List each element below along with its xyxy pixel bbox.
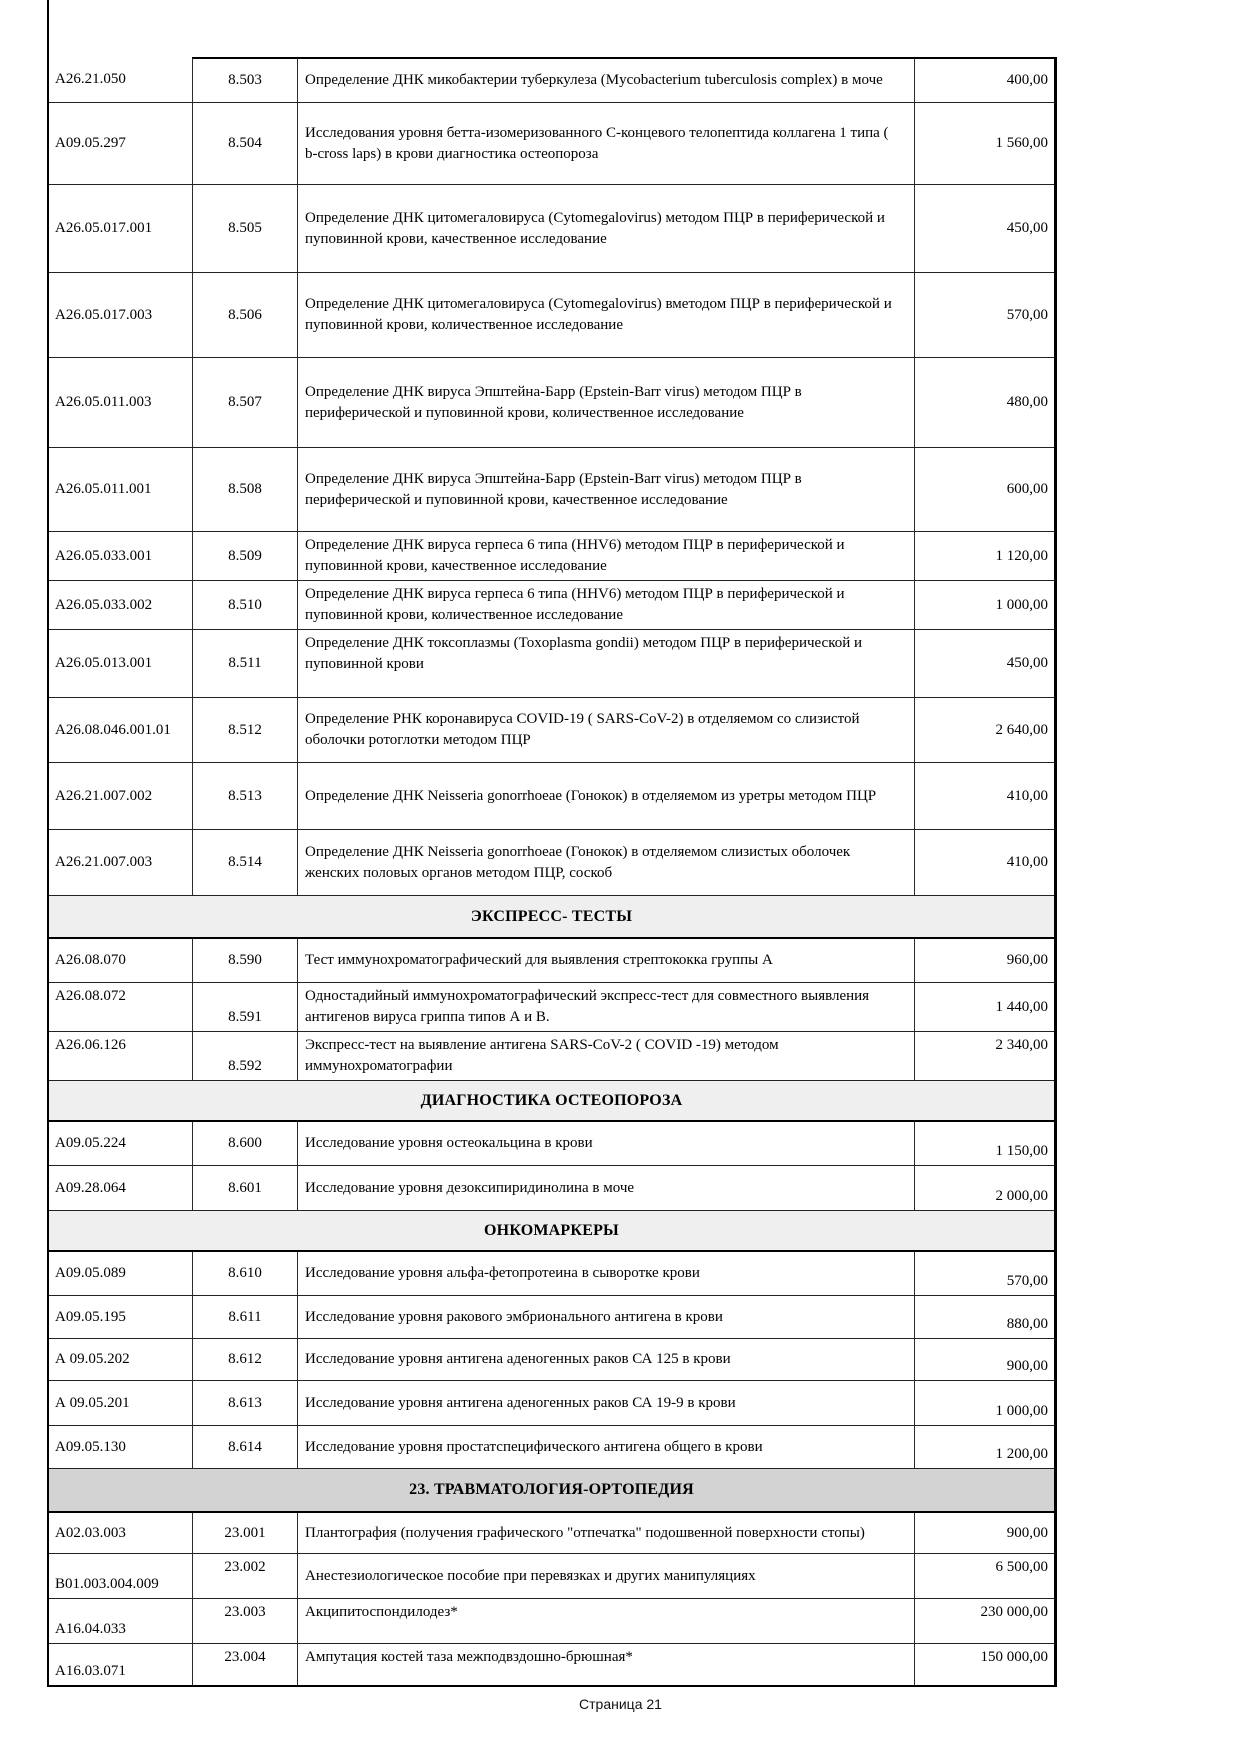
service-code-cell — [49, 1252, 192, 1295]
price-cell — [914, 57, 1054, 102]
price-value: 880,00 — [1006, 1316, 1048, 1332]
service-description: Исследование уровня остеокальцина в крови — [305, 1135, 593, 1151]
table-row — [49, 937, 1054, 982]
price-cell — [914, 358, 1054, 447]
price-cell — [914, 983, 1054, 1031]
service-description: Исследование уровня альфа-фетопротеина в сыворотке крови — [305, 1265, 700, 1281]
service-code-cell — [49, 830, 192, 895]
item-number-cell — [192, 358, 297, 447]
price-cell — [914, 763, 1054, 829]
service-code-cell — [49, 1381, 192, 1425]
service-description-cell — [297, 1513, 914, 1553]
service-code: А16.04.033 — [55, 1621, 126, 1637]
service-description-cell — [297, 763, 914, 829]
item-number: 8.614 — [228, 1438, 262, 1455]
item-number: 8.590 — [228, 952, 262, 968]
price-cell — [914, 1599, 1054, 1643]
service-description-cell — [297, 103, 914, 184]
price-value: 900,00 — [1006, 1358, 1048, 1374]
item-number: 23.003 — [224, 1604, 266, 1620]
price-cell — [914, 1554, 1054, 1598]
service-code: А09.05.089 — [55, 1265, 126, 1281]
price-cell — [914, 581, 1054, 629]
price-value: 1 000,00 — [995, 596, 1048, 613]
table-row — [49, 1380, 1054, 1425]
price-value: 410,00 — [1006, 787, 1048, 804]
service-description: Определение ДНК вируса Эпштейна-Барр (Epstein-Barr virus) методом ПЦР в периферической и пуповинной крови, качественное исследование — [305, 470, 802, 508]
price-cell — [914, 1166, 1054, 1210]
service-description-cell — [297, 185, 914, 272]
item-number: 8.510 — [228, 596, 262, 613]
service-code: А09.05.224 — [55, 1135, 126, 1151]
section-header-row — [49, 1080, 1054, 1120]
section-header-row — [49, 1210, 1054, 1250]
price-cell — [914, 532, 1054, 580]
item-number-cell — [192, 532, 297, 580]
table-row — [49, 1425, 1054, 1468]
service-code-cell — [49, 1296, 192, 1338]
service-description-cell — [297, 1644, 914, 1685]
service-code-cell — [49, 103, 192, 184]
item-number-cell — [192, 273, 297, 357]
service-description-cell — [297, 830, 914, 895]
service-code: А16.03.071 — [55, 1663, 126, 1679]
price-value: 600,00 — [1006, 481, 1048, 497]
price-value: 900,00 — [1006, 1524, 1048, 1541]
price-value: 570,00 — [1006, 306, 1048, 323]
service-description: Определение ДНК Neisseria gonorrhoeae (Гонокок) в отделяемом из уретры методом ПЦР — [305, 787, 877, 804]
table-row — [49, 982, 1054, 1031]
item-number: 8.503 — [228, 72, 262, 88]
table-row — [49, 1250, 1054, 1295]
price-value: 230 000,00 — [980, 1604, 1048, 1620]
service-description-cell — [297, 1252, 914, 1295]
price-value: 2 640,00 — [995, 721, 1048, 738]
item-number-cell — [192, 630, 297, 697]
table-row — [49, 1511, 1054, 1553]
item-number: 23.001 — [224, 1524, 266, 1541]
service-code: А26.05.017.003 — [55, 306, 153, 323]
service-code: А09.05.297 — [55, 135, 126, 151]
service-code: А26.08.072 — [55, 988, 126, 1004]
section-header-row — [49, 895, 1054, 937]
item-number-cell — [192, 57, 297, 102]
item-number: 8.511 — [228, 655, 262, 671]
service-code-cell — [49, 939, 192, 982]
service-description-cell — [297, 358, 914, 447]
service-code-cell — [49, 1166, 192, 1210]
item-number: 8.505 — [228, 220, 262, 236]
item-number-cell — [192, 763, 297, 829]
service-description-cell — [297, 1599, 914, 1643]
price-value: 400,00 — [1006, 72, 1048, 88]
item-number: 8.506 — [228, 306, 262, 323]
service-description: Анестезиологическое пособие при перевязках и других манипуляциях — [305, 1567, 756, 1584]
table-row — [49, 697, 1054, 762]
service-code: А26.08.046.001.01 — [55, 721, 171, 738]
service-description-cell — [297, 1381, 914, 1425]
price-value: 2 000,00 — [995, 1188, 1048, 1204]
price-value: 150 000,00 — [980, 1649, 1048, 1665]
item-number-cell — [192, 581, 297, 629]
service-code: А09.05.130 — [55, 1438, 126, 1455]
table-row — [49, 1031, 1054, 1080]
item-number: 8.509 — [228, 547, 262, 564]
table-row — [49, 184, 1054, 272]
item-number: 8.514 — [228, 854, 262, 870]
item-number-cell — [192, 1339, 297, 1380]
service-description-cell — [297, 698, 914, 762]
service-code: А 09.05.201 — [55, 1394, 130, 1411]
service-description-cell — [297, 273, 914, 357]
table-row — [49, 1553, 1054, 1598]
item-number-cell — [192, 448, 297, 531]
service-description: Плантография (получения графического "отпечатка" подошвенной поверхности стопы) — [305, 1524, 865, 1541]
service-description-cell — [297, 1296, 914, 1338]
item-number: 8.507 — [228, 394, 262, 410]
service-code: А26.21.007.003 — [55, 854, 153, 870]
item-number: 8.592 — [228, 1058, 262, 1074]
price-cell — [914, 1644, 1054, 1685]
price-value: 570,00 — [1006, 1273, 1048, 1289]
service-description: Определение ДНК вируса герпеса 6 типа (HHV6) методом ПЦР в периферической и пуповинной крови, качественное исследование — [305, 537, 845, 574]
item-number: 23.004 — [224, 1649, 266, 1665]
item-number: 8.504 — [228, 135, 262, 151]
service-description-cell — [297, 581, 914, 629]
item-number-cell — [192, 103, 297, 184]
service-description: Определение ДНК цитомегаловируса (Cytomegalovirus) методом ПЦР в периферической и пуповинной крови, качественное исследование — [305, 209, 885, 247]
price-value: 1 150,00 — [995, 1143, 1048, 1159]
table-left-border-stub — [47, 0, 49, 59]
service-code-cell — [49, 448, 192, 531]
item-number-cell — [192, 1122, 297, 1165]
table-row — [49, 629, 1054, 697]
table-row — [49, 357, 1054, 447]
item-number: 8.601 — [228, 1179, 262, 1196]
service-description: Ампутация костей таза межподвздошно-брюшная* — [305, 1649, 633, 1665]
service-description: Определение ДНК вируса Эпштейна-Барр (Epstein-Barr virus) методом ПЦР в периферической и пуповинной крови, количественное исследование — [305, 383, 802, 421]
service-description: Исследование уровня антигена аденогенных раков СА 19-9 в крови — [305, 1394, 736, 1411]
item-number-cell — [192, 1252, 297, 1295]
price-value: 450,00 — [1006, 220, 1048, 236]
table-row — [49, 102, 1054, 184]
service-description: Исследование уровня ракового эмбрионального антигена в крови — [305, 1308, 723, 1325]
price-table — [47, 57, 1057, 1687]
section-title: ЭКСПРЕСС- ТЕСТЫ — [470, 907, 633, 925]
item-number-cell — [192, 185, 297, 272]
service-code: А26.05.013.001 — [55, 655, 153, 671]
service-code-cell — [49, 698, 192, 762]
service-code-cell — [49, 581, 192, 629]
service-code: А 09.05.202 — [55, 1351, 130, 1367]
item-number: 8.600 — [228, 1135, 262, 1151]
price-cell — [914, 1122, 1054, 1165]
item-number: 8.613 — [228, 1394, 262, 1411]
item-number: 8.508 — [228, 481, 262, 497]
service-code: А26.05.033.001 — [55, 547, 153, 564]
service-code-cell — [49, 57, 192, 102]
service-description-cell — [297, 1166, 914, 1210]
service-description: Исследования уровня бетта-изомеризованного С-концевого телопептида коллагена 1 типа ( b-cross laps) в крови диагностика остеопороза — [305, 124, 889, 162]
service-description: Определение ДНК цитомегаловируса (Cytomegalovirus) вметодом ПЦР в периферической и пуповинной крови, количественное исследование — [305, 296, 892, 333]
service-description-cell — [297, 1426, 914, 1468]
price-cell — [914, 1513, 1054, 1553]
item-number: 8.513 — [228, 787, 262, 804]
price-value: 1 200,00 — [995, 1446, 1048, 1462]
service-code: А26.05.011.003 — [55, 394, 152, 410]
price-cell — [914, 1296, 1054, 1338]
service-code: А02.03.003 — [55, 1524, 126, 1541]
service-code-cell — [49, 1339, 192, 1380]
service-code: А26.05.033.002 — [55, 596, 153, 613]
item-number-cell — [192, 830, 297, 895]
item-number-cell — [192, 1381, 297, 1425]
service-description: Одностадийный иммунохроматографический экспресс-тест для совместного выявления антигенов вируса гриппа типов А и В. — [305, 988, 870, 1025]
table-row — [49, 1165, 1054, 1210]
service-code-cell — [49, 983, 192, 1031]
service-code-cell — [49, 1513, 192, 1553]
item-number-cell — [192, 1296, 297, 1338]
price-cell — [914, 185, 1054, 272]
service-code: А26.21.050 — [55, 71, 126, 87]
price-value: 1 560,00 — [995, 135, 1048, 151]
table-row — [49, 829, 1054, 895]
price-cell — [914, 103, 1054, 184]
table-row — [49, 1120, 1054, 1165]
price-value: 450,00 — [1006, 655, 1048, 671]
price-cell — [914, 1339, 1054, 1380]
table-row — [49, 447, 1054, 531]
page-footer: Страница 21 — [579, 1696, 662, 1712]
service-description-cell — [297, 1339, 914, 1380]
item-number-cell — [192, 983, 297, 1031]
service-code-cell — [49, 1122, 192, 1165]
section-title: 23. ТРАВМАТОЛОГИЯ-ОРТОПЕДИЯ — [409, 1481, 694, 1498]
table-row — [49, 762, 1054, 829]
item-number-cell — [192, 939, 297, 982]
service-code-cell — [49, 763, 192, 829]
price-cell — [914, 939, 1054, 982]
item-number-cell — [192, 1644, 297, 1685]
item-number: 8.610 — [228, 1265, 262, 1281]
table-row — [49, 272, 1054, 357]
price-value: 480,00 — [1006, 394, 1048, 410]
table-row — [49, 1643, 1054, 1685]
service-code: А26.05.017.001 — [55, 220, 153, 236]
item-number: 8.512 — [228, 721, 262, 738]
price-value: 6 500,00 — [995, 1559, 1048, 1575]
price-cell — [914, 1426, 1054, 1468]
price-value: 1 000,00 — [995, 1403, 1048, 1419]
service-description: Определение ДНК токсоплазмы (Toxoplasma gondii) методом ПЦР в периферической и пуповинной крови — [305, 635, 863, 672]
service-description-cell — [297, 630, 914, 697]
service-description-cell — [297, 532, 914, 580]
service-code-cell — [49, 532, 192, 580]
service-description: Исследование уровня антигена аденогенных раков СА 125 в крови — [305, 1351, 731, 1367]
service-code: А09.28.064 — [55, 1179, 126, 1196]
table-row — [49, 580, 1054, 629]
service-description: Исследование уровня простатспецифического антигена общего в крови — [305, 1438, 763, 1455]
service-description: Акципитоспондилодез* — [305, 1604, 458, 1620]
service-code: А26.08.070 — [55, 952, 126, 968]
service-description-cell — [297, 1554, 914, 1598]
service-description-cell — [297, 57, 914, 102]
service-description: Определение РНК коронавируса COVID-19 ( SARS-CoV-2) в отделяемом со слизистой оболочки ротоглотки методом ПЦР — [305, 711, 860, 748]
service-description: Экспресс-тест на выявление антигена SARS-CoV-2 ( COVID -19) методом иммунохроматографии — [305, 1037, 779, 1074]
item-number-cell — [192, 1513, 297, 1553]
price-value: 410,00 — [1006, 854, 1048, 870]
service-description: Определение ДНК Neisseria gonorrhoeae (Гонокок) в отделяемом слизистых оболочек женских половых органов методом ПЦР, соскоб — [305, 843, 851, 881]
service-code: А26.21.007.002 — [55, 787, 153, 804]
service-code-cell — [49, 1032, 192, 1080]
item-number: 8.612 — [228, 1351, 262, 1367]
item-number-cell — [192, 1032, 297, 1080]
item-number: 8.611 — [228, 1308, 262, 1325]
service-description: Определение ДНК микобактерии туберкулеза (Mycobacterium tuberculosis complex) в моче — [305, 72, 883, 88]
table-row — [49, 1598, 1054, 1643]
price-cell — [914, 1032, 1054, 1080]
service-code: В01.003.004.009 — [55, 1576, 159, 1592]
service-code-cell — [49, 1599, 192, 1643]
item-number-cell — [192, 1166, 297, 1210]
service-code: А26.06.126 — [55, 1037, 126, 1053]
item-number: 8.591 — [228, 1009, 262, 1025]
price-cell — [914, 273, 1054, 357]
section-header-row — [49, 1468, 1054, 1511]
service-code: А26.05.011.001 — [55, 481, 152, 497]
price-value: 1 120,00 — [995, 547, 1048, 564]
service-code-cell — [49, 358, 192, 447]
price-cell — [914, 1252, 1054, 1295]
price-cell — [914, 830, 1054, 895]
price-cell — [914, 630, 1054, 697]
price-value: 2 340,00 — [995, 1037, 1048, 1053]
service-description-cell — [297, 1122, 914, 1165]
service-code-cell — [49, 630, 192, 697]
service-description: Тест иммунохроматографический для выявления стрептококка группы А — [305, 952, 773, 968]
table-row — [49, 57, 1054, 102]
service-description-cell — [297, 939, 914, 982]
section-title: ОНКОМАРКЕРЫ — [484, 1221, 619, 1239]
service-code-cell — [49, 185, 192, 272]
service-code-cell — [49, 1644, 192, 1685]
service-code: А09.05.195 — [55, 1308, 126, 1325]
service-description: Определение ДНК вируса герпеса 6 типа (HHV6) методом ПЦР в периферической и пуповинной крови, количественное исследование — [305, 586, 845, 623]
service-description-cell — [297, 448, 914, 531]
service-code-cell — [49, 1554, 192, 1598]
price-cell — [914, 1381, 1054, 1425]
section-title: ДИАГНОСТИКА ОСТЕОПОРОЗА — [420, 1091, 683, 1109]
service-code-cell — [49, 1426, 192, 1468]
service-description: Исследование уровня дезоксипиридинолина в моче — [305, 1179, 635, 1196]
service-description-cell — [297, 983, 914, 1031]
service-description-cell — [297, 1032, 914, 1080]
price-value: 1 440,00 — [995, 998, 1048, 1015]
item-number-cell — [192, 698, 297, 762]
price-value: 960,00 — [1006, 952, 1048, 968]
table-row — [49, 1295, 1054, 1338]
table-row — [49, 1338, 1054, 1380]
price-cell — [914, 698, 1054, 762]
item-number-cell — [192, 1426, 297, 1468]
item-number-cell — [192, 1599, 297, 1643]
table-row — [49, 531, 1054, 580]
item-number-cell — [192, 1554, 297, 1598]
price-cell — [914, 448, 1054, 531]
service-code-cell — [49, 273, 192, 357]
item-number: 23.002 — [224, 1559, 266, 1575]
